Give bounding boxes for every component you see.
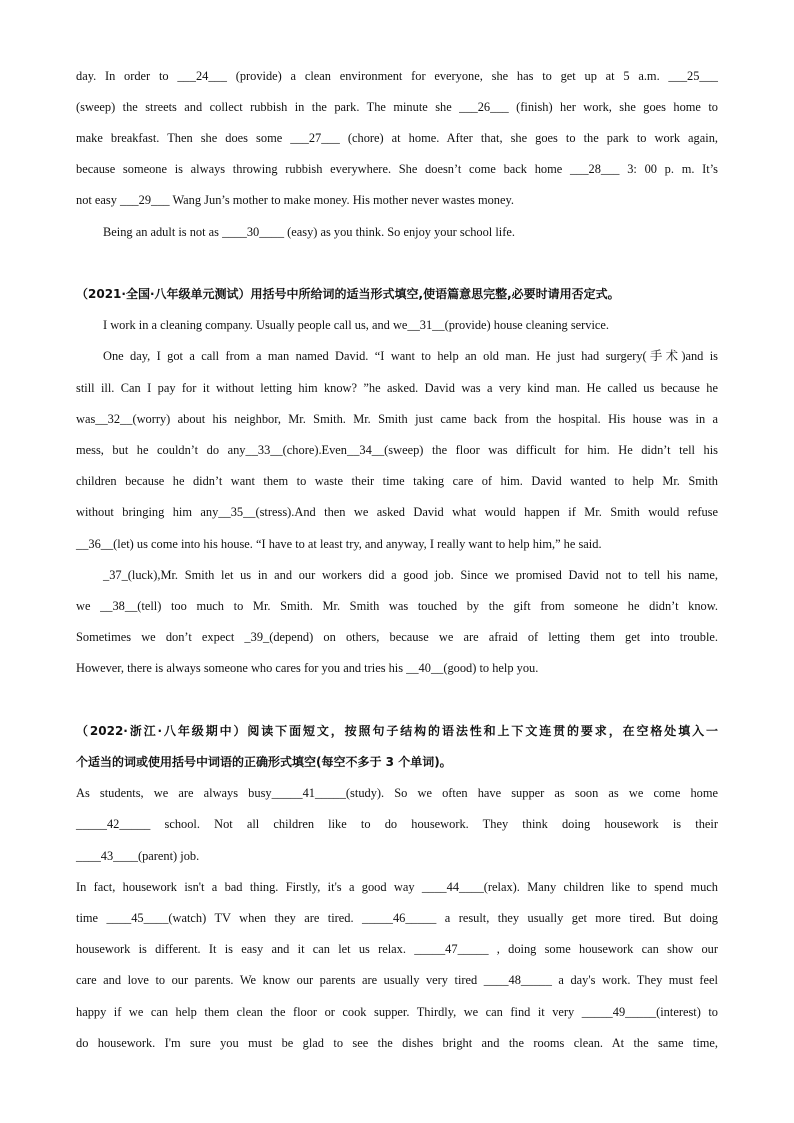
section-heading: 个适当的词或使用括号中词语的正确形式填空(每空不多于 3 个单词)。 xyxy=(76,755,452,769)
text-line: ____43____(parent) job. xyxy=(76,849,200,863)
text-line: day. In order to ___24___ (provide) a clean environment for everyone, she has to get up at 5 a.m. ___25___ xyxy=(76,69,718,83)
text-line: time ____45____(watch) TV when they are tired. _____46_____ a result, they usually get more tired. But doing xyxy=(76,911,718,925)
text-line: because someone is always throwing rubbish everywhere. She doesn’t come back home ___28___ 3: 00 p. m. It’s xyxy=(76,162,718,176)
text-line: make breakfast. Then she does some ___27___ (chore) at home. After that, she goes to the park to work again, xyxy=(76,131,718,145)
section-heading: （2021·全国·八年级单元测试）用括号中所给词的适当形式填空,使语篇意思完整,必要时请用否定式。 xyxy=(76,287,620,301)
text-line: not easy ___29___ Wang Jun’s mother to make money. His mother never wastes money. xyxy=(76,193,514,207)
text-line: children because he didn’t want them to waste their time taking care of him. David wanted to help Mr. Smith xyxy=(76,474,718,488)
text-line: happy if we can help them clean the floor or cook supper. Thirdly, we can find it very _____49_____(interest) to xyxy=(76,1005,718,1019)
text-line: still ill. Can I pay for it without letting him know? ”he asked. David was a very kind man. He called us because he xyxy=(76,381,718,395)
text-line: do housework. I'm sure you must be glad to see the dishes bright and the rooms clean. At the same time, xyxy=(76,1036,718,1050)
text-line: __36__(let) us come into his house. “I have to at least try, and anyway, I really want to help him,” he said. xyxy=(76,537,602,551)
text-line: In fact, housework isn't a bad thing. Firstly, it's a good way ____44____(relax). Many children like to spend much xyxy=(76,880,718,894)
text-line: Being an adult is not as ____30____ (easy) as you think. So enjoy your school life. xyxy=(103,225,515,239)
text-line: I work in a cleaning company. Usually people call us, and we__31__(provide) house cleaning service. xyxy=(103,318,610,332)
text-line: (sweep) the streets and collect rubbish in the park. The minute she ___26___ (finish) her work, she goes home to xyxy=(76,100,718,114)
text-line: Sometimes we don’t expect _39_(depend) on others, because we are afraid of letting them get into trouble. xyxy=(76,630,718,644)
text-line: housework is different. It is easy and it can let us relax. _____47_____ , doing some housework can show our xyxy=(76,942,718,956)
text-line: without bringing him any__35__(stress).And then we asked David what would happen if Mr. Smith would refuse xyxy=(76,505,718,519)
text-line: mess, but he couldn’t do any__33__(chore).Even__34__(sweep) the floor was difficult for him. He didn’t tell his xyxy=(76,443,718,457)
text-line: care and love to our parents. We know our parents are usually very tired ____48_____ a day's work. They must feel xyxy=(76,973,718,987)
text-line: was__32__(worry) about his neighbor, Mr. Smith. Mr. Smith just came back from the hospital. His house was in a xyxy=(76,412,718,426)
text-line: _37_(luck),Mr. Smith let us in and our workers did a good job. Since we promised David not to tell his name, xyxy=(103,568,718,582)
section-heading: （2022·浙江·八年级期中）阅读下面短文，按照句子结构的语法性和上下文连贯的要求，在空格处填入一 xyxy=(76,724,718,738)
text-line: However, there is always someone who cares for you and tries his __40__(good) to help you. xyxy=(76,661,539,675)
text-line: One day, I got a call from a man named David. “I want to help an old man. He just had surgery(手术)and is xyxy=(103,349,718,363)
text-line: As students, we are always busy_____41_____(study). So we often have supper as soon as we come home xyxy=(76,786,718,800)
text-line: _____42_____ school. Not all children like to do housework. They think doing housework is their xyxy=(76,817,718,831)
text-line: we __38__(tell) too much to Mr. Smith. Mr. Smith was touched by the gift from someone he didn’t know. xyxy=(76,599,718,613)
